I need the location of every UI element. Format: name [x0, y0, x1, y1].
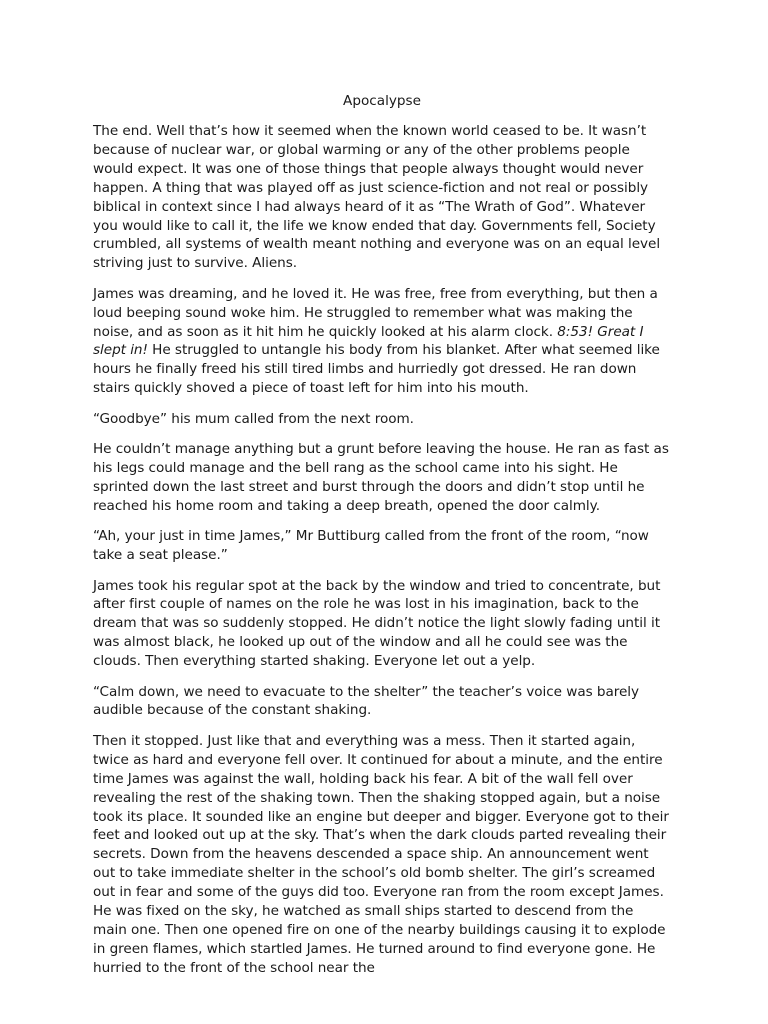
paragraph-text: He struggled to untangle his body from his blanket. After what seemed like hours he finally freed his still tired limbs and hurriedly got dressed. He ran down stairs quickly shoved a piece of toast left for him into his mouth. [93, 342, 660, 397]
paragraph-text: “Goodbye” his mum called from the next room. [93, 410, 414, 427]
paragraph-text: He couldn’t manage anything but a grunt before leaving the house. He ran as fast as his legs could manage and the bell rang as the school came into his sight. He sprinted down the last street and burst through the doors and didn’t stop until he reached his home room and taking a deep breath, opened the door calmly. [93, 441, 669, 514]
paragraph [93, 527, 671, 565]
paragraph [93, 122, 671, 273]
paragraph-text: “Calm down, we need to evacuate to the shelter” the teacher’s voice was barely audible because of the constant shaking. [93, 683, 640, 719]
paragraph-text: “Ah, your just in time James,” Mr Buttiburg called from the front of the room, “now take a seat please.” [93, 528, 649, 564]
paragraph-text: The end. Well that’s how it seemed when the known world ceased to be. It wasn’t because of nuclear war, or global warming or any of the other problems people would expect. It was one of those things that people always thought would never happen. A thing that was played off as just science-fiction and not real or possibly biblical in context since I had always heard of it as “The Wrath of God”. Whatever you would like to call it, the life we know ended that day. Governments fell, Society crumbled, all systems of wealth meant nothing and everyone was on an equal level striving just to survive. Aliens. [93, 123, 661, 272]
document-page [93, 92, 671, 989]
paragraph [93, 410, 671, 429]
paragraph [93, 683, 671, 721]
paragraph-text: Then it stopped. Just like that and everything was a mess. Then it started again, twice as hard and everyone fell over. It continued for about a minute, and the entire time James was against the wall, holding back his fear. A bit of the wall fell over revealing the rest of the shaking town. Then the shaking stopped again, but a noise took its place. It sounded like an engine but deeper and bigger. Everyone got to their feet and looked out up at the sky. That’s when the dark clouds parted revealing their secrets. Down from the heavens descended a space ship. An announcement went out to take immediate shelter in the school’s old bomb shelter. The girl’s screamed out in fear and some of the guys did too. Everyone ran from the room except James. He was fixed on the sky, he watched as small ships started to descend from the main one. Then one opened fire on one of the nearby buildings causing it to explode in green flames, which startled James. He turned around to find everyone gone. He hurried to the front of the school near the [93, 732, 669, 976]
paragraph [93, 577, 671, 672]
document-title: Apocalypse [343, 93, 421, 109]
paragraph [93, 285, 671, 398]
italic-thought: 8:53! Great I slept in! [93, 323, 644, 359]
paragraph-text: James took his regular spot at the back by the window and tried to concentrate, but after first couple of names on the role he was lost in his imagination, back to the dream that was so suddenly stopped. He didn’t notice the light slowly fading until it was almost black, he looked up out of the window and all he could see was the clouds. Then everything started shaking. Everyone let out a yelp. [93, 577, 661, 670]
paragraph-text: James was dreaming, and he loved it. He was free, free from everything, but then a loud beeping sound woke him. He struggled to remember what was making the noise, and as soon as it hit him he quickly looked at his alarm clock. [93, 285, 658, 340]
paragraph [93, 732, 671, 978]
paragraph [93, 440, 671, 516]
